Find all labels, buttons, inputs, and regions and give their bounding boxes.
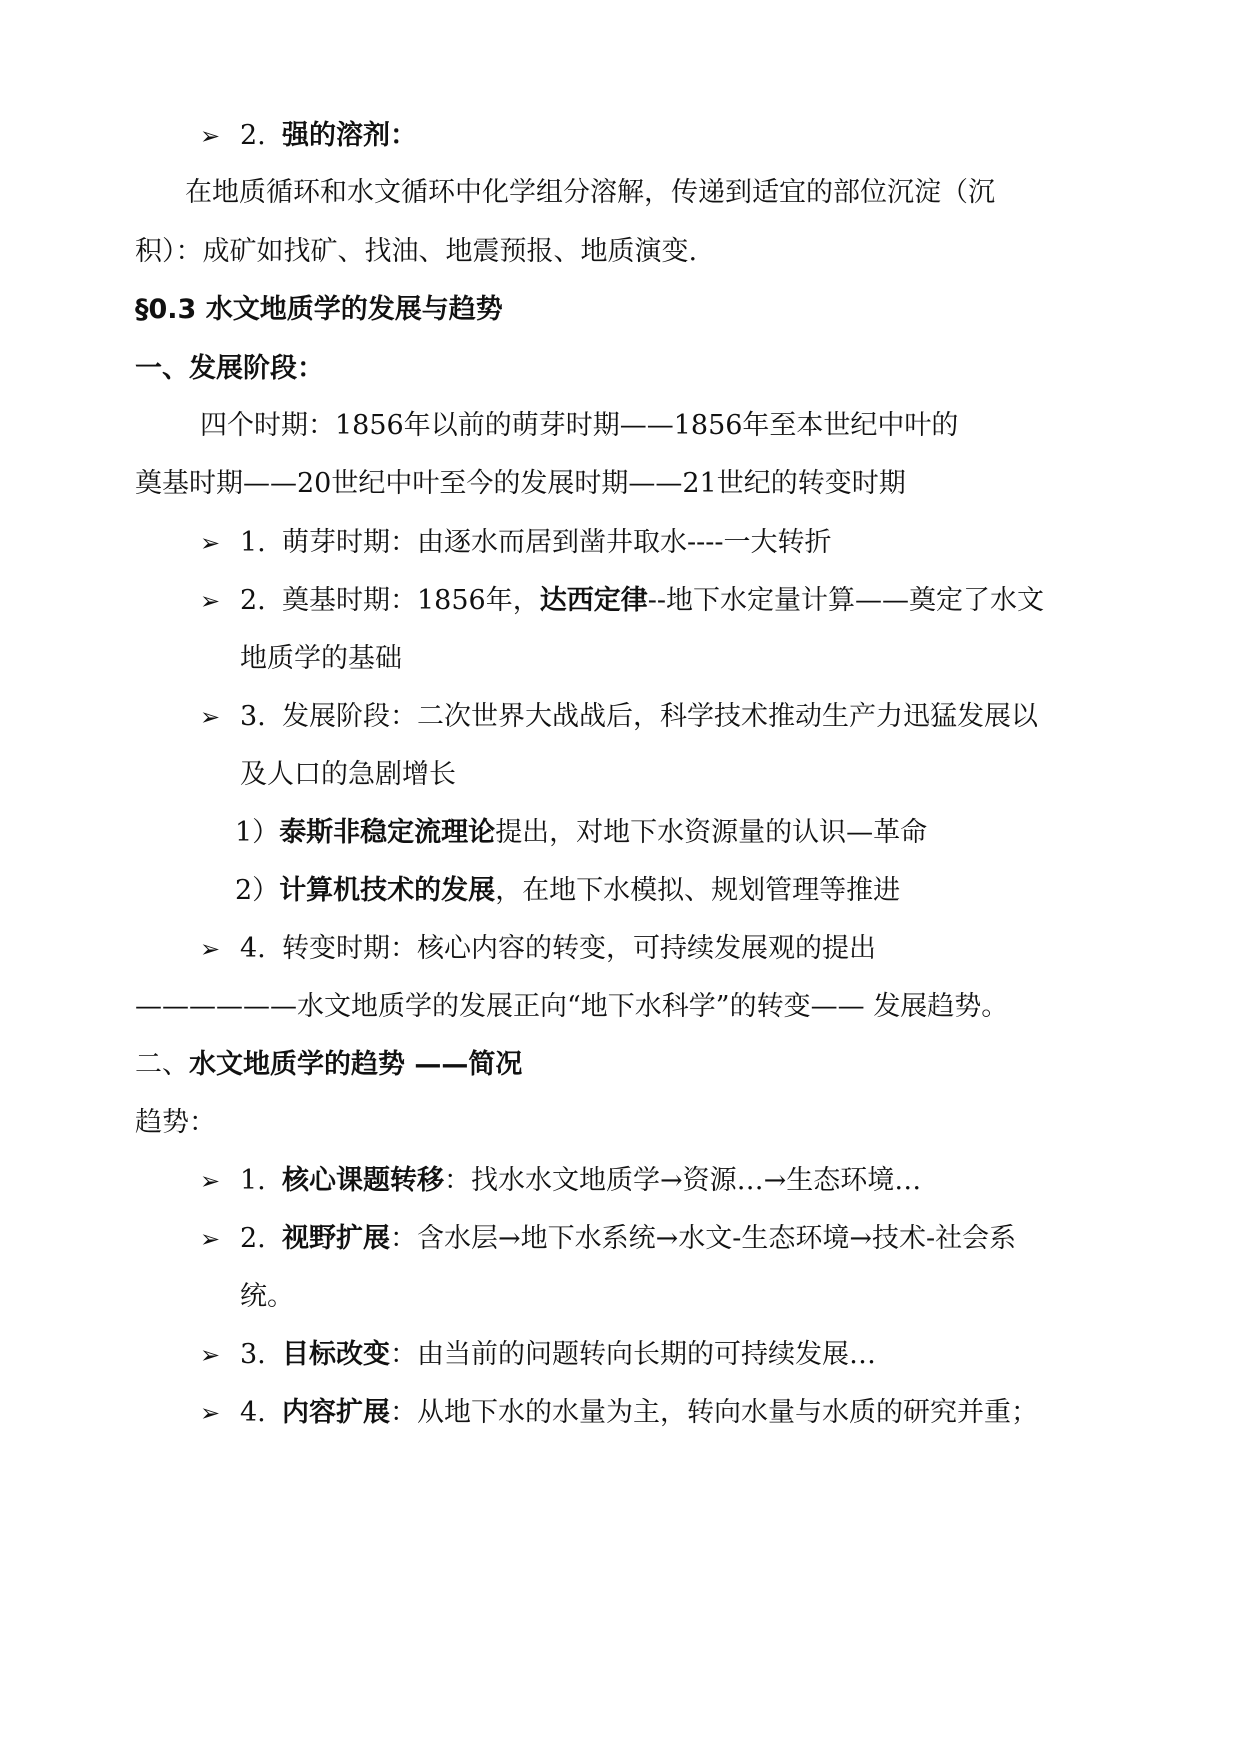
arrow-bullet-icon: ➢ [200, 587, 221, 615]
list-item-continuation: 统。 [240, 1281, 294, 1312]
arrow-bullet-icon: ➢ [200, 1341, 221, 1369]
item-number: 2. [240, 120, 266, 151]
arrow-bullet-icon: ➢ [200, 1167, 221, 1195]
item-strong-solvent [200, 116, 417, 156]
subsection-heading: 一、发展阶段： [135, 353, 324, 384]
paragraph-line: 在地质循环和水文循环中化学组分溶解，传递到适宜的部位沉淀（沉 [185, 177, 995, 208]
arrow-bullet-icon: ➢ [200, 935, 221, 963]
paragraph-line: ——————水文地质学的发展正向“地下水科学”的转变—— 发展趋势。 [135, 991, 1009, 1022]
list-item: ➢ 3. 目标改变：由当前的问题转向长期的可持续发展… [200, 1335, 876, 1375]
arrow-bullet-icon: ➢ [200, 703, 221, 731]
list-item: ➢ 4. 转变时期：核心内容的转变，可持续发展观的提出 [200, 929, 876, 969]
list-item: ➢ 4. 内容扩展：从地下水的水量为主，转向水量与水质的研究并重； [200, 1393, 1038, 1433]
arrow-bullet-icon: ➢ [200, 1399, 221, 1427]
list-item: ➢ 2. 视野扩展：含水层→地下水系统→水文-生态环境→技术-社会系 [200, 1219, 1016, 1259]
list-item: ➢ 2. 奠基时期：1856年，达西定律--地下水定量计算——奠定了水文 [200, 581, 1044, 621]
list-item-continuation: 地质学的基础 [240, 643, 402, 674]
list-item: ➢ 1. 核心课题转移：找水水文地质学→资源…→生态环境… [200, 1161, 921, 1201]
sub-item: 1）泰斯非稳定流理论提出，对地下水资源量的认识—革命 [235, 817, 928, 848]
paragraph-line: 四个时期：1856年以前的萌芽时期——1856年至本世纪中叶的 [200, 410, 959, 441]
paragraph-line: 趋势： [135, 1107, 216, 1138]
arrow-bullet-icon: ➢ [200, 122, 221, 150]
arrow-bullet-icon: ➢ [200, 529, 221, 557]
sub-item: 2）计算机技术的发展，在地下水模拟、规划管理等推进 [235, 875, 901, 906]
arrow-bullet-icon: ➢ [200, 1225, 221, 1253]
paragraph-line: 奠基时期——20世纪中叶至今的发展时期——21世纪的转变时期 [135, 468, 906, 499]
list-item: ➢ 1. 萌芽时期：由逐水而居到凿井取水----一大转折 [200, 523, 832, 563]
item-label: 强的溶剂： [282, 120, 417, 151]
list-item: ➢ 3. 发展阶段：二次世界大战战后，科学技术推动生产力迅猛发展以 [200, 697, 1038, 737]
paragraph-line: 积）：成矿如找矿、找油、地震预报、地质演变. [135, 236, 698, 267]
section-heading: §0.3 水文地质学的发展与趋势 [135, 294, 503, 325]
list-item-continuation: 及人口的急剧增长 [240, 759, 456, 790]
subsection-heading: 二、水文地质学的趋势 ——简况 [135, 1049, 523, 1080]
